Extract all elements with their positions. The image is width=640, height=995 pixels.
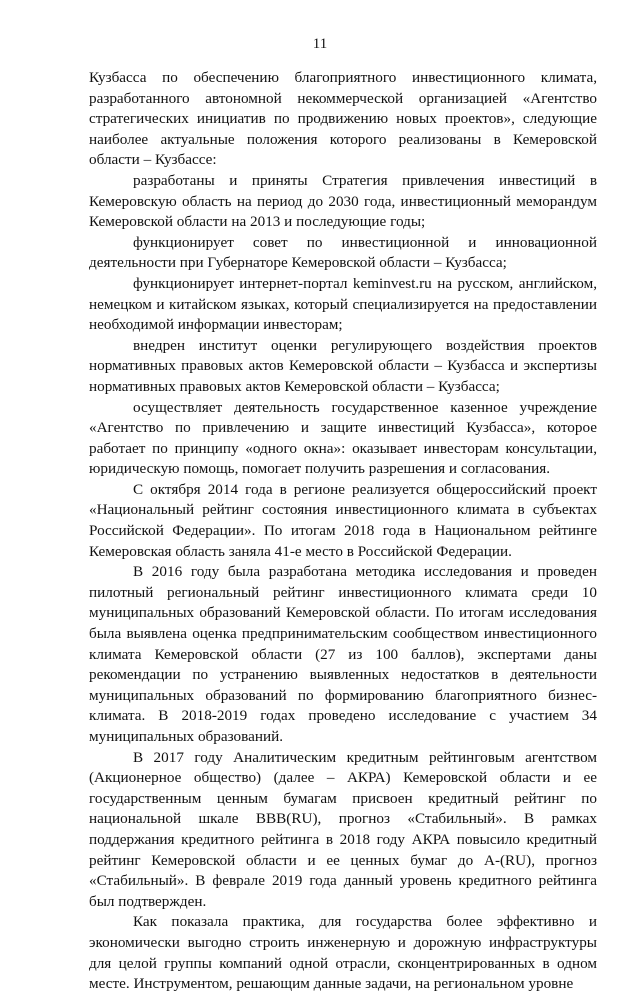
paragraph: функционирует интернет-портал keminvest.ru на русском, английском, немецком и китайском языках, который специализируется на предоставлении необходимой информации инвесторам; xyxy=(89,274,597,334)
paragraph: С октября 2014 года в регионе реализуется общероссийский проект «Национальный рейтинг состояния инвестиционного климата в субъектах Российской Федерации». По итогам 2018 года в Национальном рейтинге Кемеровская область заняла 41-е место в Российской Федерации. xyxy=(89,480,597,560)
paragraph: Как показала практика, для государства более эффективно и экономически выгодно строить инженерную и дорожную инфраструктуры для целой группы компаний одной отрасли, сконцентрированных в одном месте. Инструментом, решающим данные задачи, на региональном уровне xyxy=(89,913,597,993)
page-number: 11 xyxy=(312,36,328,52)
paragraph: функционирует совет по инвестиционной и инновационной деятельности при Губернаторе Кемеровской области – Кузбасса; xyxy=(89,233,597,272)
paragraph: В 2016 году была разработана методика исследования и проведен пилотный региональный рейтинг инвестиционного климата среди 10 муниципальных образований Кемеровской области. По итогам исследования была выявлена оценка предпринимательским сообществом инвестиционного климата Кемеровской области (27 из 100 баллов), экспертами даны рекомендации по устранению выявленных недостатков в деятельности муниципальных образований по формированию благоприятного бизнес-климата. В 2018-2019 годах проведено исследование с участием 34 муниципальных образований. xyxy=(89,563,597,745)
paragraph: Кузбасса по обеспечению благоприятного инвестиционного климата, разработанного автономной некоммерческой организацией «Агентство стратегических инициатив по продвижению новых проектов», следующие наиболее актуальные положения которого реализованы в Кемеровской области – Кузбассе: xyxy=(89,69,597,169)
paragraph: осуществляет деятельность государственное казенное учреждение «Агентство по привлечению и защите инвестиций Кузбасса», которое работает по принципу «одного окна»: оказывает инвесторам консультации, юридическую помощь, помогает получить разрешения и согласования. xyxy=(89,398,597,478)
paragraph: В 2017 году Аналитическим кредитным рейтинговым агентством (Акционерное общество) (далее – АКРА) Кемеровской области и ее государственным ценным бумагам присвоен кредитный рейтинг по национальной шкале BBB(RU), прогноз «Стабильный». В рамках поддержания кредитного рейтинга в 2018 году АКРА повысило кредитный рейтинг Кемеровской области и ее ценных бумаг до A-(RU), прогноз «Стабильный». В феврале 2019 года данный уровень кредитного рейтинга был подтвержден. xyxy=(89,748,597,910)
paragraph: разработаны и приняты Стратегия привлечения инвестиций в Кемеровскую область на период до 2030 года, инвестиционный меморандум Кемеровской области на 2013 и последующие годы; xyxy=(89,171,597,231)
paragraph: внедрен институт оценки регулирующего воздействия проектов нормативных правовых актов Кемеровской области – Кузбасса и экспертизы нормативных правовых актов Кемеровской области – Кузбасса; xyxy=(89,336,597,395)
document-body xyxy=(89,68,597,995)
